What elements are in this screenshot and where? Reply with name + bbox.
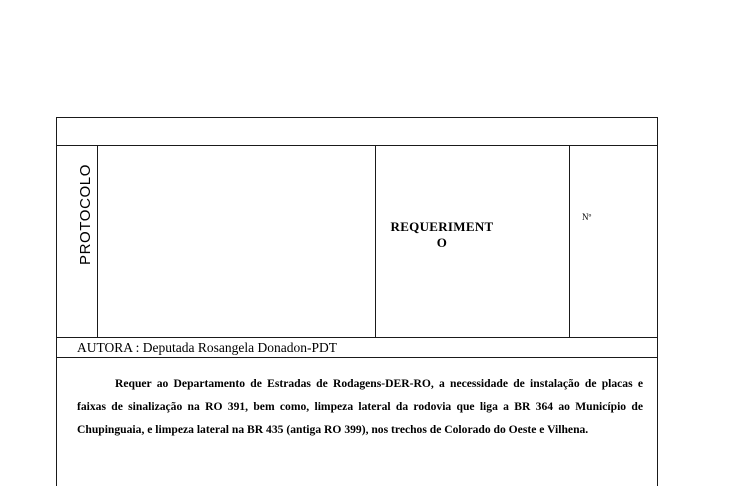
document-title-line-1: REQUERIMENT: [390, 219, 494, 234]
author-row-top-border: [56, 337, 658, 338]
number-label: Nº: [582, 212, 592, 222]
protocol-column-divider: [97, 145, 98, 337]
document-title: [378, 219, 506, 251]
title-column-left-divider: [375, 145, 376, 337]
author-row-bottom-border: [56, 357, 658, 358]
table-border-left: [56, 117, 57, 486]
request-body-text: Requer ao Departamento de Estradas de Rodagens-DER-RO, a necessidade de instalação de placas e faixas de sinalização na RO 391, bem como, limpeza lateral da rodovia que liga a BR 364 ao Município de Chupinguaia, e limpeza lateral na BR 435 (antiga RO 399), nos trechos de Colorado do Oeste e Vilhena.: [77, 377, 643, 436]
author-line: AUTORA : Deputada Rosangela Donadon-PDT: [77, 340, 337, 355]
header-row-divider: [56, 145, 658, 146]
document-title-line-2: O: [436, 235, 448, 250]
table-border-top: [56, 117, 658, 118]
table-border-right: [657, 117, 658, 486]
protocol-label: PROTOCOLO: [77, 164, 94, 265]
title-column-right-divider: [569, 145, 570, 337]
